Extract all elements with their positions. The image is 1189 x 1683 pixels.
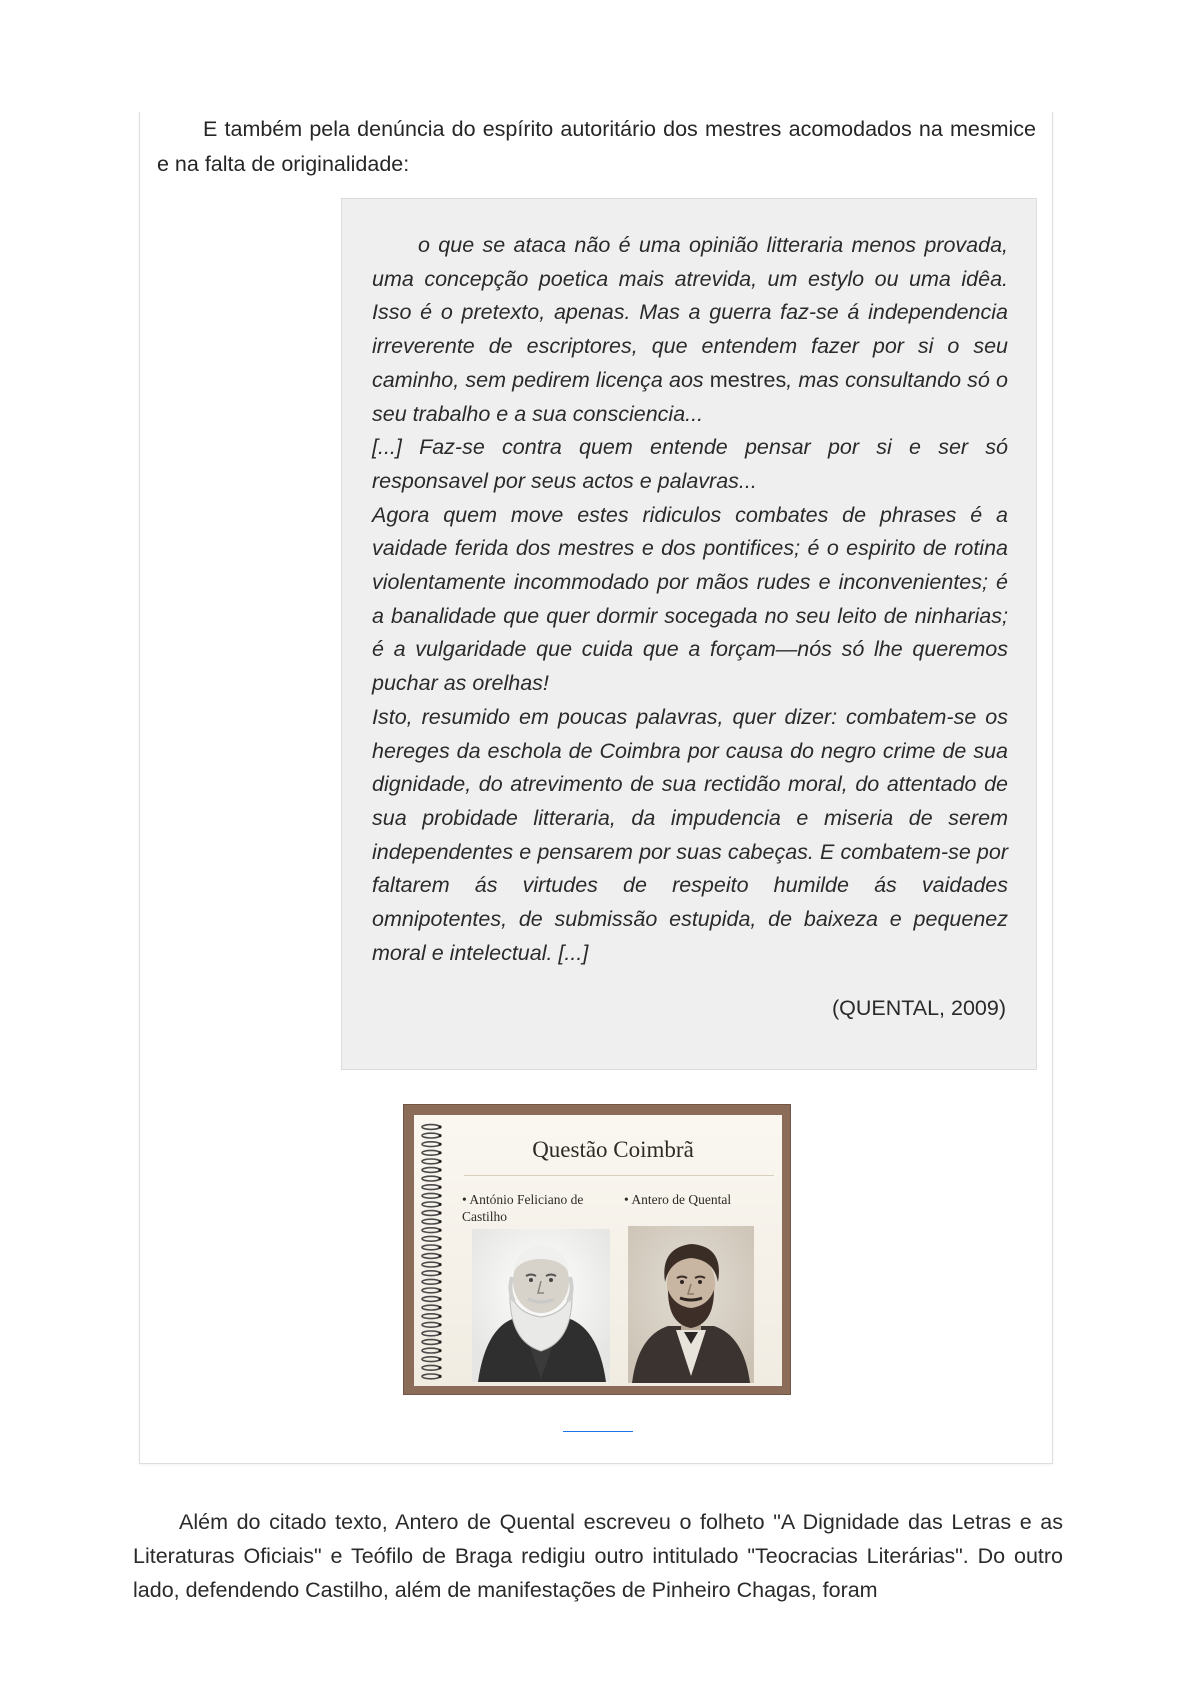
spiral-coil [422,1297,440,1302]
spiral-coil [422,1357,440,1362]
spiral-coil [422,1305,440,1310]
spiral-coil [422,1254,440,1259]
intro-paragraph: E também pela denúncia do espírito autoritário dos mestres acomodados na mesmice e na falta de originalidade: [157,117,1036,176]
spiral-coil [422,1245,440,1250]
slide-divider [464,1175,774,1176]
spiral-coil [422,1262,440,1267]
spiral-coil [422,1340,440,1345]
spiral-hole [438,1194,441,1197]
spiral-hole [438,1315,441,1318]
quote-paragraph-1-part-a: o que se ataca não é uma opinião litteraria menos provada, uma concepção poetica mais atrevida, um estylo ou uma idêa. Isso é o pretexto, apenas. Mas a guerra faz-se á independencia irreverente de escriptores, que entendem fazer por si o seu caminho, sem pedirem licença aos [372,233,1008,392]
portrait-quental [628,1226,754,1383]
spiral-hole [438,1168,441,1171]
spiral-coil [422,1365,440,1370]
spiral-coil [422,1331,440,1336]
spiral-coil [422,1219,440,1224]
spiral-hole [438,1289,441,1292]
spiral-coil [422,1159,440,1164]
spiral-coil [422,1211,440,1216]
spiral-hole [438,1272,441,1275]
spiral-hole [438,1263,441,1266]
spiral-coil [422,1125,440,1130]
quote-paragraph-3: Agora quem move estes ridiculos combates de phrases é a vaidade ferida dos mestres e dos pontifices; é o espirito de rotina violentamente incommodado por mãos rudes e inconvenientes; é a banalidade que quer dormir socegada no seu leito de ninharias; é a vulgaridade que cuida que a forçam—nós só lhe queremos puchar as orelhas! [372,502,1008,696]
spiral-hole [438,1254,441,1257]
spiral-hole [438,1211,441,1214]
questao-coimbra-slide-image [403,1104,791,1395]
spiral-hole [438,1306,441,1309]
quote-word-mestres: mestres [709,367,787,392]
spiral-hole [438,1237,441,1240]
spiral-coil [422,1150,440,1155]
spiral-hole [438,1203,441,1206]
slide-caption-quental: • Antero de Quental [624,1192,732,1207]
portrait-castilho [472,1229,610,1382]
quote-text [372,229,1008,970]
spiral-binding-icon [418,1121,444,1383]
spiral-hole [438,1186,441,1189]
spiral-coil [422,1314,440,1319]
slide-title: Questão Coimbrã [532,1137,694,1162]
spiral-coil [422,1168,440,1173]
spiral-hole [438,1160,441,1163]
spiral-hole [438,1280,441,1283]
spiral-hole [438,1340,441,1343]
spiral-coil [422,1348,440,1353]
spiral-coil [422,1236,440,1241]
spiral-coil [422,1228,440,1233]
spiral-coil [422,1133,440,1138]
spiral-hole [438,1332,441,1335]
slide-caption-castilho: • António Feliciano de Castilho [462,1192,584,1224]
portrait-castilho-drawing [472,1229,610,1382]
portrait-quental-drawing [628,1226,754,1383]
spiral-hole [438,1375,441,1378]
quote-paragraph-4: Isto, resumido em poucas palavras, quer dizer: combatem-se os hereges da eschola de Coimbra por causa do negro crime de sua dignidade, do atrevimento de sua rectidão moral, do attentado de sua probidade litteraria, da impudencia e miseria de serem independentes e pensarem por suas cabeças. E combatem-se por faltarem ás virtudes de respeito humilde ás vaidades omnipotentes, de submissão estupida, de baixeza e pequenez moral e intelectual. [...] [372,704,1008,965]
quote-paragraph-1 [372,229,1008,431]
quote-paragraph-1-part-b: , mas consultando só o seu trabalho e a sua consciencia... [372,367,1008,426]
spiral-hole [438,1246,441,1249]
quote-paragraph-2: [...] Faz-se contra quem entende pensar por si e ser só responsavel por seus actos e palavras... [372,435,1008,493]
spiral-coil [422,1176,440,1181]
spiral-coil [422,1322,440,1327]
spiral-hole [438,1151,441,1154]
spiral-coil [422,1374,440,1379]
spiral-coil [422,1142,440,1147]
spiral-hole [438,1358,441,1361]
slide-page [414,1115,782,1386]
quote-citation: (QUENTAL, 2009) [831,996,1006,1020]
spiral-hole [438,1177,441,1180]
spiral-hole [438,1220,441,1223]
spiral-hole [438,1125,441,1128]
spiral-hole [438,1323,441,1326]
spiral-coil [422,1288,440,1293]
spiral-hole [438,1349,441,1352]
spiral-hole [438,1229,441,1232]
spiral-coil [422,1271,440,1276]
blockquote [341,198,1037,1070]
spiral-coil [422,1279,440,1284]
image-caption-link[interactable] [563,1431,633,1432]
body-paragraph: Além do citado texto, Antero de Quental escreveu o folheto "A Dignidade das Letras e as Literaturas Oficiais" e Teófilo de Braga redigiu outro intitulado "Teocracias Literárias". Do outro lado, defendendo Castilho, além de manifestações de Pinheiro Chagas, foram [133,1510,1063,1602]
spiral-hole [438,1143,441,1146]
spiral-hole [438,1134,441,1137]
spiral-coil [422,1202,440,1207]
spiral-hole [438,1366,441,1369]
spiral-coil [422,1185,440,1190]
spiral-coil [422,1193,440,1198]
spiral-hole [438,1297,441,1300]
